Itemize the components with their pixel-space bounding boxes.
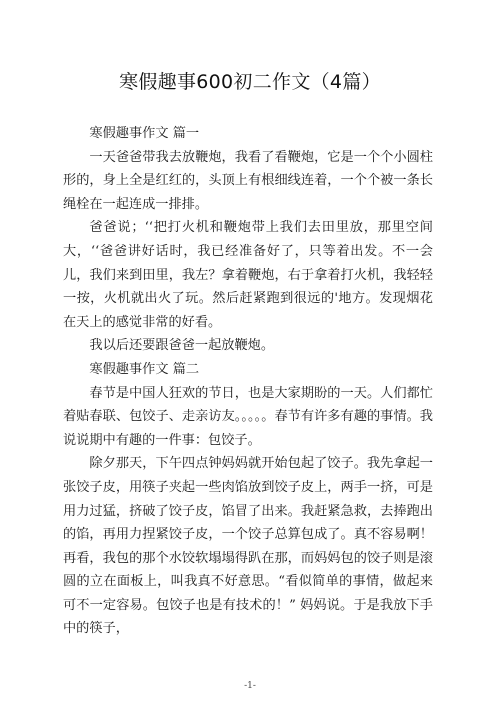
page-title: 寒假趣事600初二作文（4篇）	[119, 71, 381, 93]
paragraph: 除夕那天，下午四点钟妈妈就开始包起了饺子。我先拿起一张饺子皮，用筷子夹起一些肉馅放到饺子皮上，两手一挤，可是用力过猛，挤破了饺子皮，馅冒了出来。我赶紧急救，去捧跑出的馅，再用力捏紧饺子皮，一个饺子总算包成了。真不容易啊！再看，我包的那个水饺软塌塌得趴在那，而妈妈包的饺子则是滚圆的立在面板上，叫我真不好意思。“看似简单的事情，做起来可不一定容易。包饺子也是有技术的！” 妈妈说。于是我放下手中的筷子，	[63, 456, 433, 637]
document-body	[63, 122, 433, 641]
section-heading-2: 寒假趣事作文 篇二	[89, 361, 200, 377]
paragraph: 爸爸说；‘‘把打火机和鞭炮带上我们去田里放，那里空间大，‘‘爸爸讲好话时，我已经准备好了，只等着出发。不一会儿，我们来到田里，我左？拿着鞭炮，右于拿着打火机，我轻轻一按，火机就出火了玩。然后赶紧跑到很远的'地方。发现烟花在天上的感觉非常的好看。	[63, 220, 433, 330]
paragraph: 一天爸爸带我去放鞭炮，我看了看鞭炮，它是一个个小圆柱形的，身上全是红红的，头顶上有根细线连着，一个个被一条长绳栓在一起连成一排排。	[63, 149, 433, 212]
page-number: -1-	[244, 681, 256, 691]
paragraph: 我以后还要跟爸爸一起放鞭炮。	[89, 338, 275, 354]
paragraph: 春节是中国人狂欢的节日，也是大家期盼的一天。人们都忙着贴春联、包饺子、走亲访友。。。。。春节有许多有趣的事情。我说说期中有趣的一件事：包饺子。	[63, 385, 433, 448]
section-heading-1: 寒假趣事作文 篇一	[89, 126, 200, 141]
